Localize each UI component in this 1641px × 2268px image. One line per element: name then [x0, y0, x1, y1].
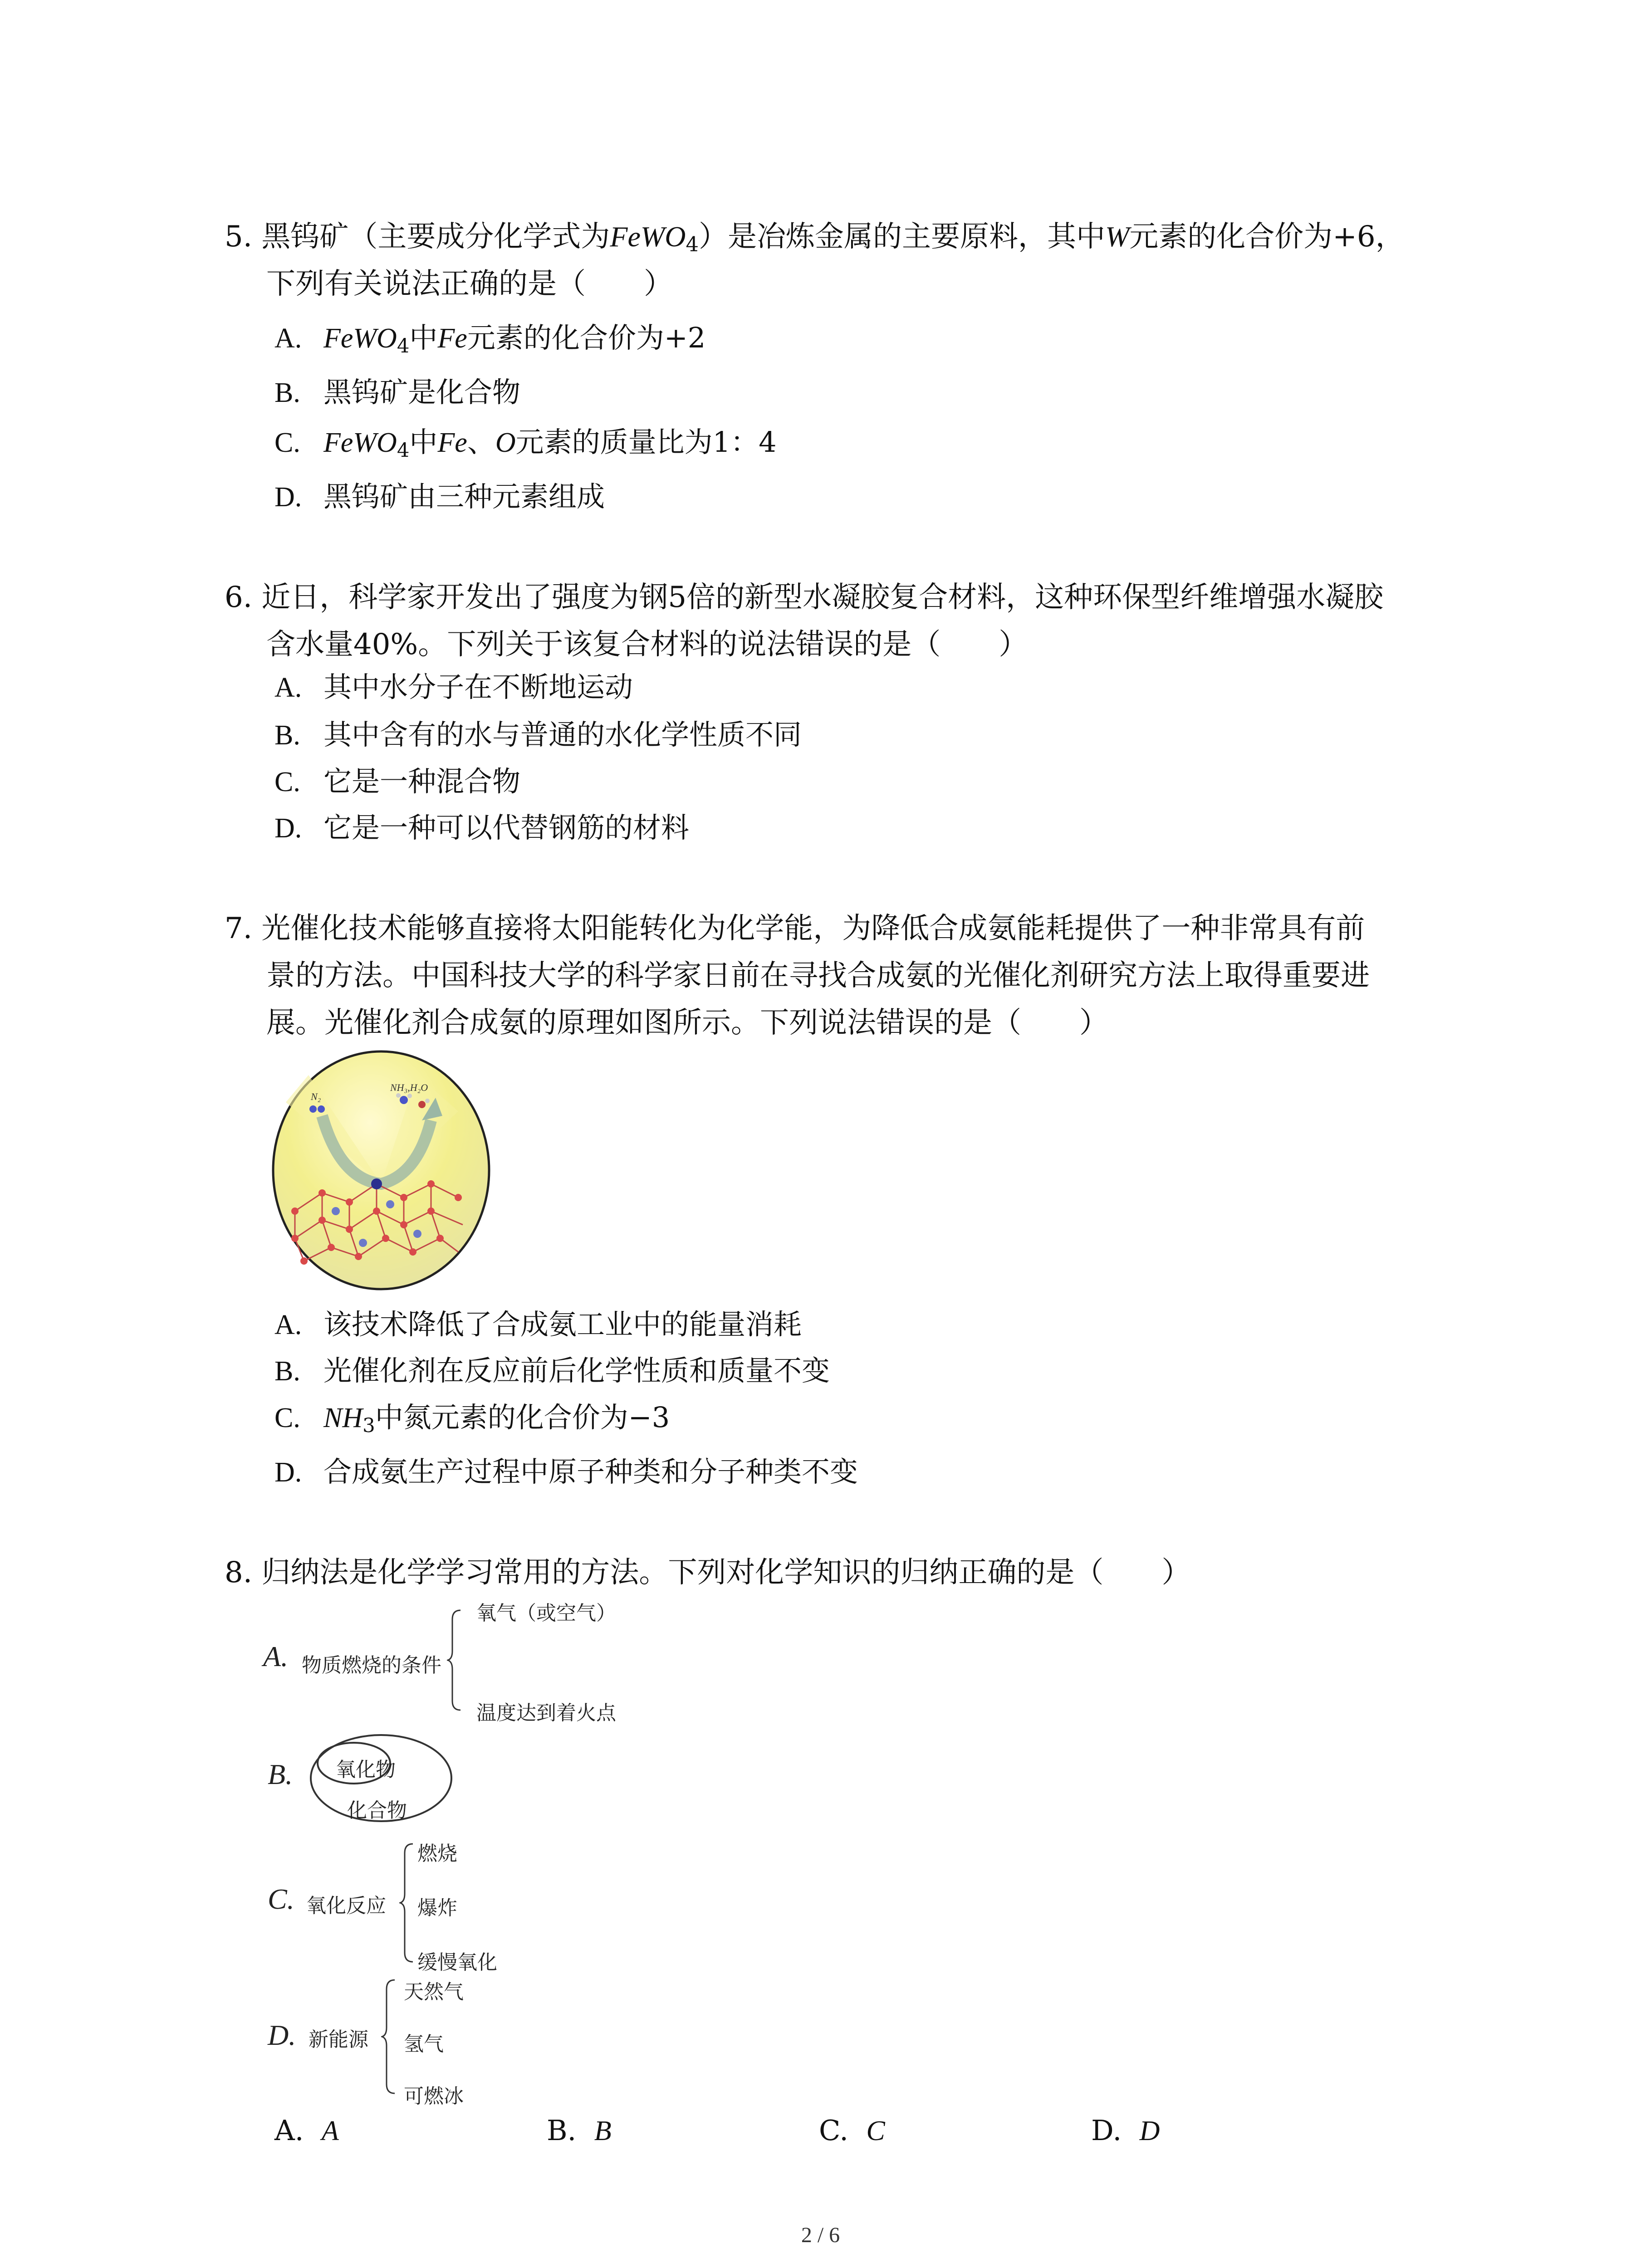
diagram-item: 天然气	[404, 1981, 464, 2003]
diagram-item: 可燃冰	[404, 2085, 464, 2107]
q7-text-1: 光催化技术能够直接将太阳能转化为化学能，为降低合成氨能耗提供了一种非常具有前	[261, 912, 1365, 945]
option-formula: Fe	[437, 427, 467, 458]
q5-option-d[interactable]	[274, 474, 605, 520]
diagram-root: 新能源	[309, 2028, 368, 2051]
diagram-root: 氧化反应	[306, 1895, 386, 1917]
option-key: A.	[274, 1310, 302, 1340]
q8-option-c[interactable]	[819, 2114, 885, 2147]
brace-icon	[447, 1608, 465, 1712]
option-text: 、	[467, 425, 495, 459]
venn-outer-label: 化合物	[347, 1799, 407, 1822]
q7-number: 7.	[225, 912, 253, 945]
option-text: 它是一种可以代替钢筋的材料	[323, 811, 690, 844]
diagram-item: 缓慢氧化	[417, 1951, 497, 1974]
q5-formula: FeWO	[610, 220, 686, 253]
option-key: C.	[819, 2114, 848, 2147]
q8-option-d[interactable]	[1091, 2114, 1160, 2147]
option-key: D.	[274, 1457, 302, 1488]
option-key: B.	[274, 720, 300, 751]
question-8	[225, 1549, 1459, 1596]
option-text: 它是一种混合物	[323, 765, 521, 798]
option-formula: NH	[323, 1403, 363, 1433]
option-key: D.	[1091, 2114, 1122, 2147]
q8-number: 8.	[225, 1556, 253, 1589]
q6-number: 6.	[225, 581, 253, 614]
option-formula: FeWO	[323, 323, 397, 354]
q5-option-b[interactable]	[274, 370, 520, 415]
option-text: 其中水分子在不断地运动	[323, 670, 633, 704]
q5-formula-sub: 4	[686, 232, 699, 257]
diagram-root: 物质燃烧的条件	[302, 1654, 441, 1677]
option-text: 其中含有的水与普通的水化学性质不同	[323, 718, 802, 751]
option-formula: O	[495, 427, 516, 458]
diagram-label: D.	[268, 2019, 296, 2051]
option-text: 合成氨生产过程中原子种类和分子种类不变	[323, 1455, 858, 1488]
option-text: 元素的化合价为+2	[467, 321, 706, 354]
q6-option-c[interactable]	[274, 759, 520, 805]
brace-icon	[381, 1978, 399, 2096]
brace-icon	[399, 1842, 417, 1964]
option-key: C.	[274, 1403, 300, 1433]
diagram-label: C.	[268, 1883, 294, 1915]
diagram-item: 氧气（或空气）	[476, 1602, 616, 1624]
question-6	[225, 574, 1459, 668]
option-text: 中	[409, 321, 438, 354]
option-formula-sub: 4	[397, 439, 410, 462]
q5-w: W	[1105, 220, 1130, 253]
n2-label: N₂	[311, 1091, 321, 1102]
q6-option-b[interactable]	[274, 712, 802, 758]
option-value: C	[866, 2116, 885, 2146]
option-text: 该技术降低了合成氨工业中的能量消耗	[323, 1308, 802, 1341]
q5-number: 5.	[225, 220, 253, 254]
option-key: A.	[274, 672, 302, 703]
option-key: A.	[274, 2114, 304, 2147]
option-text: 光催化剂在反应前后化学性质和质量不变	[323, 1354, 830, 1387]
q5-option-a[interactable]	[274, 315, 705, 361]
nh3-label: NH₃,H₂O	[390, 1082, 428, 1093]
q5-line-2: 下列有关说法正确的是（ ）	[266, 267, 673, 301]
q6-line-1	[225, 574, 1459, 621]
q7-line-1	[225, 905, 1459, 952]
option-text: 中	[409, 425, 438, 459]
venn-inner-label: 氧化物	[336, 1759, 396, 1781]
q8-line-1	[225, 1549, 1459, 1596]
option-key: A.	[274, 323, 302, 354]
option-key: B.	[547, 2114, 577, 2147]
option-formula-sub: 3	[362, 1414, 375, 1437]
q7-line-3: 展。光催化剂合成氨的原理如图所示。下列说法错误的是（ ）	[266, 1006, 1108, 1040]
diagram-item: 温度达到着火点	[476, 1702, 616, 1724]
option-key: B.	[274, 1356, 300, 1387]
q6-line-2: 含水量40%。下列关于该复合材料的说法错误的是（ ）	[266, 628, 1028, 661]
option-key: B.	[274, 377, 300, 408]
option-value: D	[1139, 2116, 1160, 2146]
q5-text-c: 元素的化合价为+6，	[1129, 220, 1405, 254]
question-5	[225, 213, 1459, 308]
option-formula: Fe	[437, 323, 467, 354]
diagram-label: B.	[268, 1758, 293, 1790]
q5-text-a: 黑钨矿（主要成分化学式为	[261, 220, 610, 254]
option-value: B	[594, 2116, 612, 2146]
q8-text-1: 归纳法是化学学习常用的方法。下列对化学知识的归纳正确的是（ ）	[261, 1556, 1191, 1589]
q7-line-2: 景的方法。中国科技大学的科学家日前在寻找合成氨的光催化剂研究方法上取得重要进	[266, 959, 1370, 992]
diagram-label: A.	[263, 1640, 289, 1672]
q7-option-b[interactable]	[274, 1348, 830, 1394]
option-formula: FeWO	[323, 427, 397, 458]
q7-option-c[interactable]	[274, 1395, 670, 1441]
question-7	[225, 905, 1459, 1046]
diagram-item: 爆炸	[417, 1897, 457, 1919]
q7-option-a[interactable]	[274, 1302, 802, 1348]
option-text: 黑钨矿是化合物	[323, 376, 521, 409]
diagram-item: 氢气	[404, 2033, 444, 2055]
q6-text-1: 近日，科学家开发出了强度为钢5倍的新型水凝胶复合材料，这种环保型纤维增强水凝胶	[261, 581, 1384, 614]
option-key: D.	[274, 813, 302, 844]
page-number: 2 / 6	[801, 2223, 840, 2247]
option-text: 元素的质量比为1：4	[515, 425, 777, 459]
photocatalyst-figure	[268, 1048, 495, 1293]
q6-option-a[interactable]	[274, 665, 633, 710]
option-key: C.	[274, 767, 300, 797]
q7-option-d[interactable]	[274, 1449, 858, 1495]
q8-option-b[interactable]	[547, 2114, 612, 2147]
option-text: 中氮元素的化合价为−3	[375, 1401, 670, 1434]
option-key: C.	[274, 427, 300, 458]
q5-option-c[interactable]	[274, 420, 777, 465]
option-formula-sub: 4	[397, 334, 410, 357]
q5-text-b: ）是冶炼金属的主要原料，其中	[698, 220, 1105, 254]
q6-option-d[interactable]	[274, 805, 689, 851]
q5-line-1	[225, 213, 1459, 260]
diagram-item: 燃烧	[417, 1843, 457, 1865]
option-key: D.	[274, 482, 302, 513]
q8-option-a[interactable]	[274, 2114, 339, 2147]
option-text: 黑钨矿由三种元素组成	[323, 480, 605, 513]
option-value: A	[321, 2116, 339, 2146]
